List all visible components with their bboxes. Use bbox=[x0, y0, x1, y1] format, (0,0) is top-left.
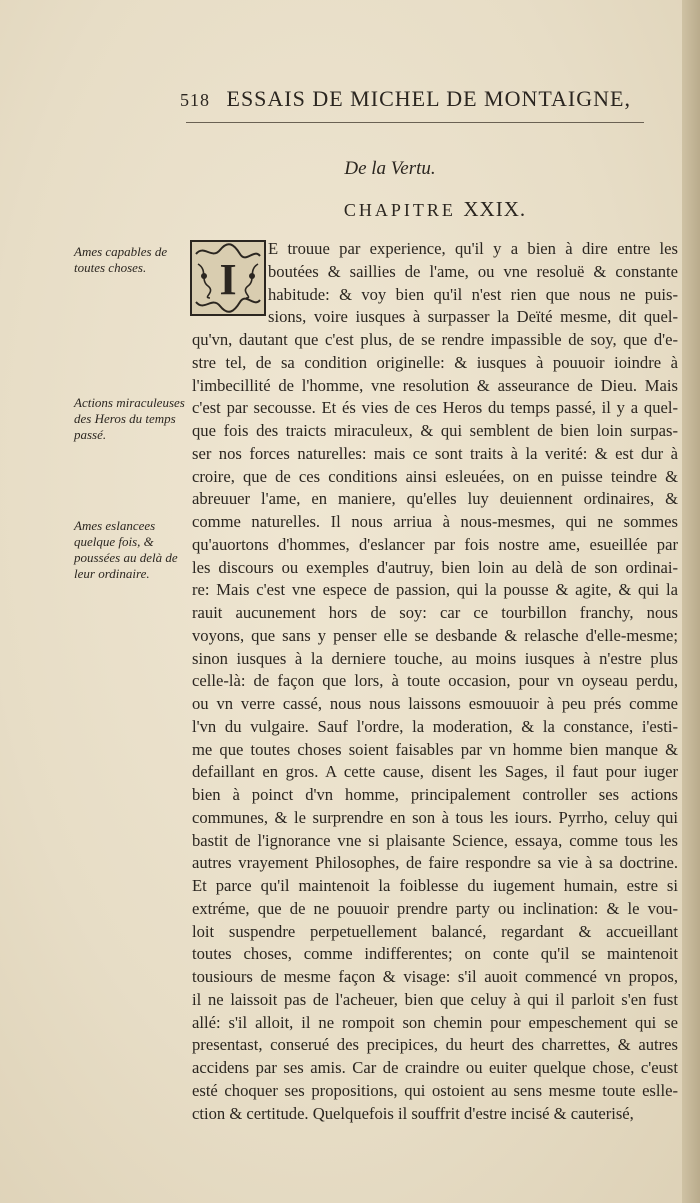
text-line: bastit de l'ignorance vne si plaisante Science, essaya, comme tous les bbox=[192, 830, 678, 850]
text-line: l'imbecillité de l'homme, vne resolution & asseurance de Dieu. Mais bbox=[192, 375, 678, 395]
text-line: c'est par secousse. Et és vies de ces Heros du temps passé, il y a quel- bbox=[192, 398, 678, 418]
page-gutter bbox=[682, 0, 700, 1203]
text-line: tousiours de mesme façon & visage: s'il auoit commencé vn propos, bbox=[192, 967, 678, 986]
text-line: toutes choses, comme indifferentes; on conte qu'il se maintenoit bbox=[192, 944, 678, 964]
text-line: que fois des traicts miraculeux, & qui semblent de bien loin surpas- bbox=[192, 421, 678, 440]
chapter-title bbox=[0, 197, 700, 222]
text-line: communes, & le surprendre en son à tous les iours. Pyrrho, celuy qui bbox=[192, 807, 678, 827]
text-line: voyons, que sans y penser elle se desbande & relasche d'elle-mesme; bbox=[192, 625, 678, 645]
text-line: celle-là: de façon que lors, à toute occasion, pour vn oyseau perdu, bbox=[192, 671, 678, 691]
text-line: l'vn du vulgaire. Sauf l'ordre, la moderation, & la constance, i'esti- bbox=[192, 716, 678, 736]
text-line: autres vrayement Philosophes, de faire respondre sa vie à sa doctrine. bbox=[192, 853, 678, 873]
text-line: loit suspendre perpetuellement balancé, regardant & accueillant bbox=[192, 921, 678, 941]
text-line: qu'vn, dautant que c'est plus, de se rendre impassible de soy, que d'e- bbox=[192, 330, 678, 349]
text-line: ction & certitude. Quelquefois il souffrit d'estre incisé & cauterisé, bbox=[192, 1103, 634, 1123]
text-line: les discours ou exemples d'autruy, bien loin au delà de son ordinai- bbox=[192, 557, 678, 577]
text-line: rauit aucunement hors de soy: car ce tourbillon franchy, nous bbox=[192, 603, 678, 622]
text-line: accidens par ses amis. Car de craindre ou euiter quelque chose, c'eust bbox=[192, 1058, 678, 1077]
text-line: stre tel, de sa condition originelle: & iusques à pouuoir ioindre à bbox=[192, 352, 678, 372]
text-line: re: Mais c'est vne espece de passion, qui la pousse & agite, & qui la bbox=[192, 580, 678, 600]
side-note: Actions miraculeuses des Heros du temps passé. bbox=[74, 395, 185, 442]
running-header bbox=[180, 86, 650, 112]
page-number: 518 bbox=[180, 90, 210, 110]
running-title: ESSAIS DE MICHEL DE MONTAIGNE, bbox=[226, 86, 631, 111]
chapter-number: XXIX. bbox=[463, 197, 527, 221]
text-line: qu'auortons d'hommes, d'eslancer par fois nostre ame, esueillée par bbox=[192, 534, 678, 554]
side-note: Ames eslancees quelque fois, & poussées au delà de leur ordinaire. bbox=[74, 518, 178, 581]
text-line: allé: s'il alloit, il ne rompoit son chemin pour empeschement qui se bbox=[192, 1012, 678, 1032]
section-title: De la Vertu. bbox=[344, 158, 436, 179]
text-line: sions, voire iusques à surpasser la Deïté mesme, dit quel- bbox=[268, 307, 678, 327]
text-line: ser nos forces naturelles: mais ce sont traits à la verité: & est dur à bbox=[192, 443, 678, 463]
text-line: ou vn verre cassé, nous nous laissons esmouuoir à peu prés comme bbox=[192, 694, 678, 713]
text-line: boutées & saillies de l'ame, ou vne resoluë & constante bbox=[268, 261, 678, 281]
text-line: esté choquer ses propositions, qui ostoient au sens mesme toute eslle- bbox=[192, 1080, 678, 1100]
text-line: il ne laissoit pas de l'acheuer, bien que celuy à qui il parloit s'en fust bbox=[192, 989, 678, 1009]
header-rule bbox=[186, 122, 644, 123]
text-line: me que toutes choses soient faisables par vn homme bien manque & bbox=[192, 739, 678, 759]
text-line: croire, que de ces conditions ainsi esleuées, on en puisse teindre & bbox=[192, 466, 678, 486]
text-line: comme naturelles. Il nous arriua à nous-mesmes, qui ne sommes bbox=[192, 512, 678, 531]
dropcap-letter: I bbox=[219, 255, 237, 304]
text-line: E trouue par experience, qu'il y a bien à dire entre les bbox=[268, 239, 678, 258]
side-note: Ames capables de toutes choses. bbox=[74, 244, 168, 275]
text-line: extréme, que de ne pouuoir prendre party ou inclination: & le vou- bbox=[192, 898, 678, 918]
text-line: Et parce qu'il maintenoit la foiblesse du iugement humain, estre si bbox=[192, 876, 678, 895]
body-text bbox=[192, 238, 678, 1125]
text-line: bien à poinct d'vn homme, principalement controller ses actions bbox=[192, 785, 678, 804]
text-line: defaillant en gros. A cette cause, disent les Sages, il faut pour iuger bbox=[192, 762, 678, 782]
text-line: presentast, conserué des precipices, du heurt des charrettes, & autres bbox=[192, 1035, 678, 1055]
text-line: habitude: & voy bien qu'il n'est rien que nous ne puis- bbox=[268, 284, 678, 304]
chapter-label: CHAPITRE bbox=[343, 200, 456, 220]
text-line: sinon iusques à la derniere touche, au moins iusques à n'estre plus bbox=[192, 648, 678, 668]
text-line: abreuuer l'ame, en maniere, qu'elles luy deuiennent ordinaires, & bbox=[192, 489, 678, 509]
